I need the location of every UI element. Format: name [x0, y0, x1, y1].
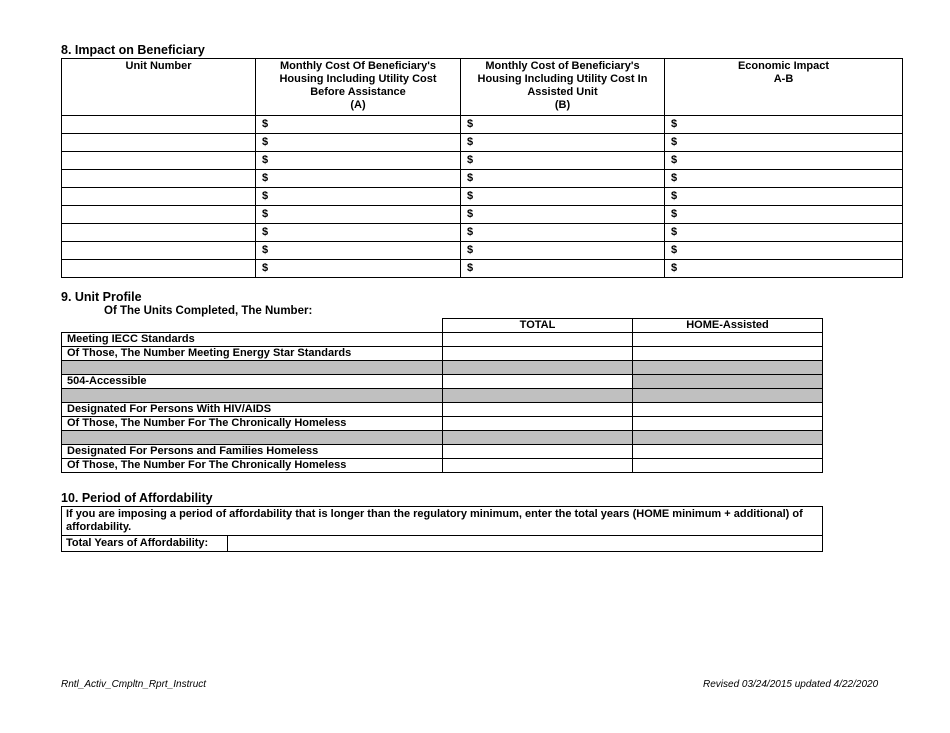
unit-profile-row — [62, 333, 823, 347]
unit-profile-label: Meeting IECC Standards — [62, 333, 443, 347]
beneficiary-row — [62, 242, 903, 260]
table-header-row — [62, 319, 823, 333]
beneficiary-row — [62, 134, 903, 152]
unit-profile-row — [62, 459, 823, 473]
unit-profile-label — [62, 389, 443, 403]
table-header-row — [62, 59, 903, 116]
unit-number-cell[interactable] — [62, 224, 256, 242]
dollar-sign: $ — [262, 136, 269, 148]
beneficiary-row — [62, 170, 903, 188]
home-assisted-cell — [633, 361, 823, 375]
dollar-sign: $ — [467, 118, 474, 130]
unit-profile-row — [62, 389, 823, 403]
dollar-sign: $ — [262, 208, 269, 220]
cost-before-cell[interactable] — [256, 242, 461, 260]
dollar-sign: $ — [467, 154, 474, 166]
beneficiary-row — [62, 206, 903, 224]
home-assisted-cell[interactable] — [633, 403, 823, 417]
unit-number-cell[interactable] — [62, 134, 256, 152]
cost-before-cell[interactable] — [256, 206, 461, 224]
cost-before-cell[interactable] — [256, 188, 461, 206]
unit-number-cell[interactable] — [62, 242, 256, 260]
economic-impact-cell[interactable] — [665, 152, 903, 170]
dollar-sign: $ — [262, 262, 269, 274]
dollar-sign: $ — [467, 226, 474, 238]
dollar-sign: $ — [262, 118, 269, 130]
total-cell[interactable] — [443, 347, 633, 361]
unit-profile-label: Designated For Persons With HIV/AIDS — [62, 403, 443, 417]
dollar-sign: $ — [671, 208, 678, 220]
impact-on-beneficiary-table — [61, 58, 903, 278]
cost-assisted-cell[interactable] — [461, 170, 665, 188]
unit-profile-label — [62, 361, 443, 375]
unit-profile-row — [62, 445, 823, 459]
blank-header — [62, 319, 443, 333]
beneficiary-row — [62, 224, 903, 242]
unit-number-cell[interactable] — [62, 170, 256, 188]
dollar-sign: $ — [467, 190, 474, 202]
unit-profile-table — [61, 318, 823, 473]
home-assisted-cell[interactable] — [633, 445, 823, 459]
dollar-sign: $ — [262, 172, 269, 184]
dollar-sign: $ — [671, 244, 678, 256]
home-assisted-cell[interactable] — [633, 333, 823, 347]
economic-impact-cell[interactable] — [665, 206, 903, 224]
unit-number-header: Unit Number — [62, 59, 256, 116]
home-assisted-cell — [633, 389, 823, 403]
total-cell[interactable] — [443, 333, 633, 347]
unit-profile-row — [62, 417, 823, 431]
economic-impact-cell[interactable] — [665, 242, 903, 260]
section-9-title: 9. Unit Profile — [61, 290, 142, 304]
cost-assisted-cell[interactable] — [461, 206, 665, 224]
dollar-sign: $ — [262, 154, 269, 166]
affordability-instruction: If you are imposing a period of affordability that is longer than the regulatory minimum, enter the total years (HOME minimum + additional) of affordability. — [62, 507, 823, 536]
total-header: TOTAL — [443, 319, 633, 333]
dollar-sign: $ — [671, 118, 678, 130]
dollar-sign: $ — [467, 208, 474, 220]
home-assisted-cell[interactable] — [633, 459, 823, 473]
dollar-sign: $ — [671, 190, 678, 202]
dollar-sign: $ — [467, 262, 474, 274]
cost-assisted-cell[interactable] — [461, 152, 665, 170]
cost-assisted-cell[interactable] — [461, 188, 665, 206]
unit-profile-label: Of Those, The Number For The Chronically Homeless — [62, 417, 443, 431]
cost-before-cell[interactable] — [256, 134, 461, 152]
total-cell[interactable] — [443, 417, 633, 431]
home-assisted-cell[interactable] — [633, 375, 823, 389]
cost-before-cell[interactable] — [256, 152, 461, 170]
unit-profile-label: Designated For Persons and Families Homeless — [62, 445, 443, 459]
section-9-subtitle: Of The Units Completed, The Number: — [104, 305, 313, 317]
cost-assisted-cell[interactable] — [461, 242, 665, 260]
period-of-affordability-table — [61, 506, 823, 552]
unit-profile-row — [62, 431, 823, 445]
total-cell[interactable] — [443, 403, 633, 417]
unit-profile-label: 504-Accessible — [62, 375, 443, 389]
unit-profile-label: Of Those, The Number Meeting Energy Star Standards — [62, 347, 443, 361]
dollar-sign: $ — [467, 172, 474, 184]
cost-assisted-unit-header: Monthly Cost of Beneficiary's Housing Including Utility Cost In Assisted Unit (B) — [461, 59, 665, 116]
unit-number-cell[interactable] — [62, 260, 256, 278]
home-assisted-cell[interactable] — [633, 347, 823, 361]
economic-impact-cell[interactable] — [665, 170, 903, 188]
total-cell — [443, 361, 633, 375]
economic-impact-cell[interactable] — [665, 116, 903, 134]
unit-number-cell[interactable] — [62, 116, 256, 134]
beneficiary-row — [62, 152, 903, 170]
unit-profile-row — [62, 361, 823, 375]
dollar-sign: $ — [467, 244, 474, 256]
home-assisted-cell[interactable] — [633, 417, 823, 431]
dollar-sign: $ — [262, 244, 269, 256]
total-cell[interactable] — [443, 459, 633, 473]
unit-number-cell[interactable] — [62, 188, 256, 206]
section-8-title: 8. Impact on Beneficiary — [61, 43, 205, 57]
dollar-sign: $ — [671, 262, 678, 274]
footer-revision-date: Revised 03/24/2015 updated 4/22/2020 — [703, 679, 879, 690]
unit-profile-row — [62, 403, 823, 417]
home-assisted-cell — [633, 431, 823, 445]
unit-profile-row — [62, 347, 823, 361]
cost-before-cell[interactable] — [256, 224, 461, 242]
economic-impact-cell[interactable] — [665, 260, 903, 278]
economic-impact-cell[interactable] — [665, 224, 903, 242]
footer-document-id: Rntl_Activ_Cmpltn_Rprt_Instruct — [61, 679, 207, 690]
total-years-input[interactable] — [228, 536, 823, 552]
unit-number-cell[interactable] — [62, 206, 256, 224]
cost-before-cell[interactable] — [256, 170, 461, 188]
home-assisted-header: HOME-Assisted — [633, 319, 823, 333]
economic-impact-cell[interactable] — [665, 134, 903, 152]
unit-number-cell[interactable] — [62, 152, 256, 170]
unit-profile-label: Of Those, The Number For The Chronically Homeless — [62, 459, 443, 473]
cost-before-cell[interactable] — [256, 260, 461, 278]
economic-impact-cell[interactable] — [665, 188, 903, 206]
total-cell — [443, 431, 633, 445]
cost-assisted-cell[interactable] — [461, 116, 665, 134]
beneficiary-row — [62, 260, 903, 278]
total-cell — [443, 389, 633, 403]
dollar-sign: $ — [671, 154, 678, 166]
dollar-sign: $ — [671, 226, 678, 238]
dollar-sign: $ — [262, 226, 269, 238]
total-years-label: Total Years of Affordability: — [62, 536, 228, 552]
cost-before-cell[interactable] — [256, 116, 461, 134]
total-cell[interactable] — [443, 375, 633, 389]
dollar-sign: $ — [671, 136, 678, 148]
unit-profile-label — [62, 431, 443, 445]
section-10-title: 10. Period of Affordability — [61, 491, 213, 505]
beneficiary-row — [62, 188, 903, 206]
unit-profile-row — [62, 375, 823, 389]
dollar-sign: $ — [467, 136, 474, 148]
cost-assisted-cell[interactable] — [461, 134, 665, 152]
economic-impact-header: Economic Impact A-B — [665, 59, 903, 116]
cost-before-assistance-header: Monthly Cost Of Beneficiary's Housing Including Utility Cost Before Assistance (A) — [256, 59, 461, 116]
dollar-sign: $ — [262, 190, 269, 202]
cost-assisted-cell[interactable] — [461, 224, 665, 242]
total-cell[interactable] — [443, 445, 633, 459]
beneficiary-row — [62, 116, 903, 134]
dollar-sign: $ — [671, 172, 678, 184]
cost-assisted-cell[interactable] — [461, 260, 665, 278]
